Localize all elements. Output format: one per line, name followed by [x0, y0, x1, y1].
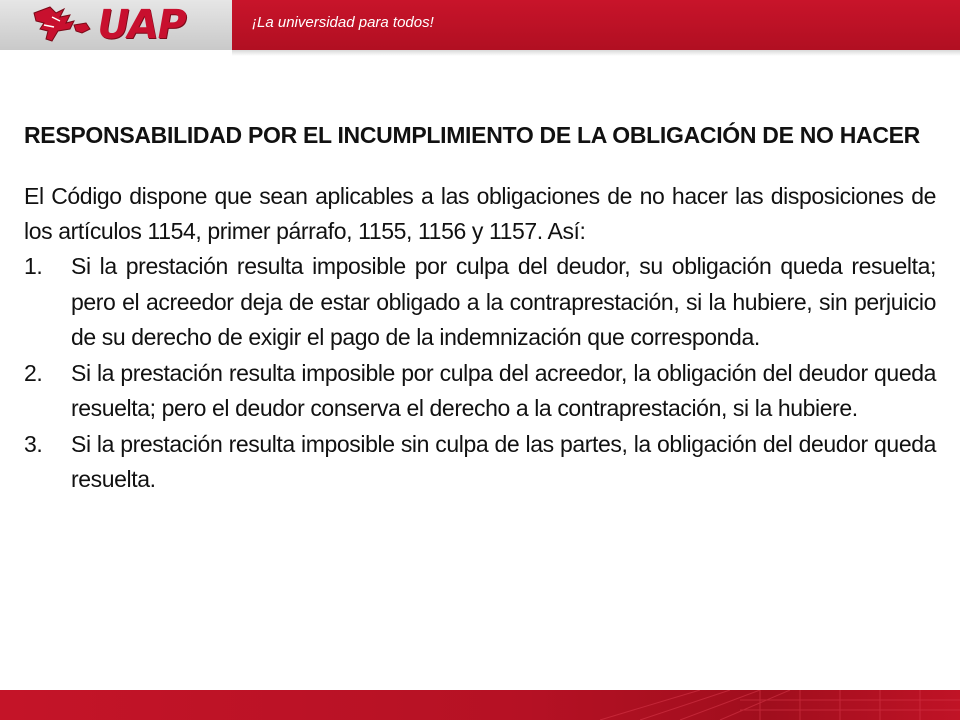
list-item-number: 2.: [24, 359, 43, 386]
slogan: ¡La universidad para todos!: [252, 14, 434, 31]
list-item-text: Si la prestación resulta imposible por culpa del acreedor, la obligación del deudor queda resuelta; pero el deudor conserva el derecho a la contraprestación, si la hubiere.: [71, 359, 936, 421]
list-item: [24, 427, 936, 498]
logo-text: UAP: [92, 2, 190, 48]
list-item: [24, 249, 936, 356]
slide-content: [24, 118, 936, 498]
building-pattern: [0, 690, 960, 720]
header-shadow: [232, 50, 960, 56]
list-item-number: 1.: [24, 253, 43, 279]
list-item-text: Si la prestación resulta imposible por culpa del deudor, su obligación queda resuelta; pero el acreedor deja de estar obligado a la contraprestación, si la hubiere, sin perjuicio de su derecho de exigir el pago de la indemnización que corresponda.: [71, 253, 936, 350]
slide-title: RESPONSABILIDAD POR EL INCUMPLIMIENTO DE LA OBLIGACIÓN DE NO HACER: [24, 122, 920, 148]
logo-panel: [0, 0, 232, 50]
list-item: [24, 356, 936, 427]
header-bar: [0, 0, 960, 50]
list-item-text: Si la prestación resulta imposible sin culpa de las partes, la obligación del deudor queda resuelta.: [71, 430, 936, 492]
winged-lion-icon: [30, 3, 94, 47]
list-item-number: 3.: [24, 430, 43, 457]
footer-bar: [0, 690, 960, 720]
numbered-list: [24, 249, 936, 498]
intro-paragraph: El Código dispone que sean aplicables a las obligaciones de no hacer las disposiciones de los artículos 1154, primer párrafo, 1155, 1156 y 1157. Así:: [24, 183, 936, 244]
